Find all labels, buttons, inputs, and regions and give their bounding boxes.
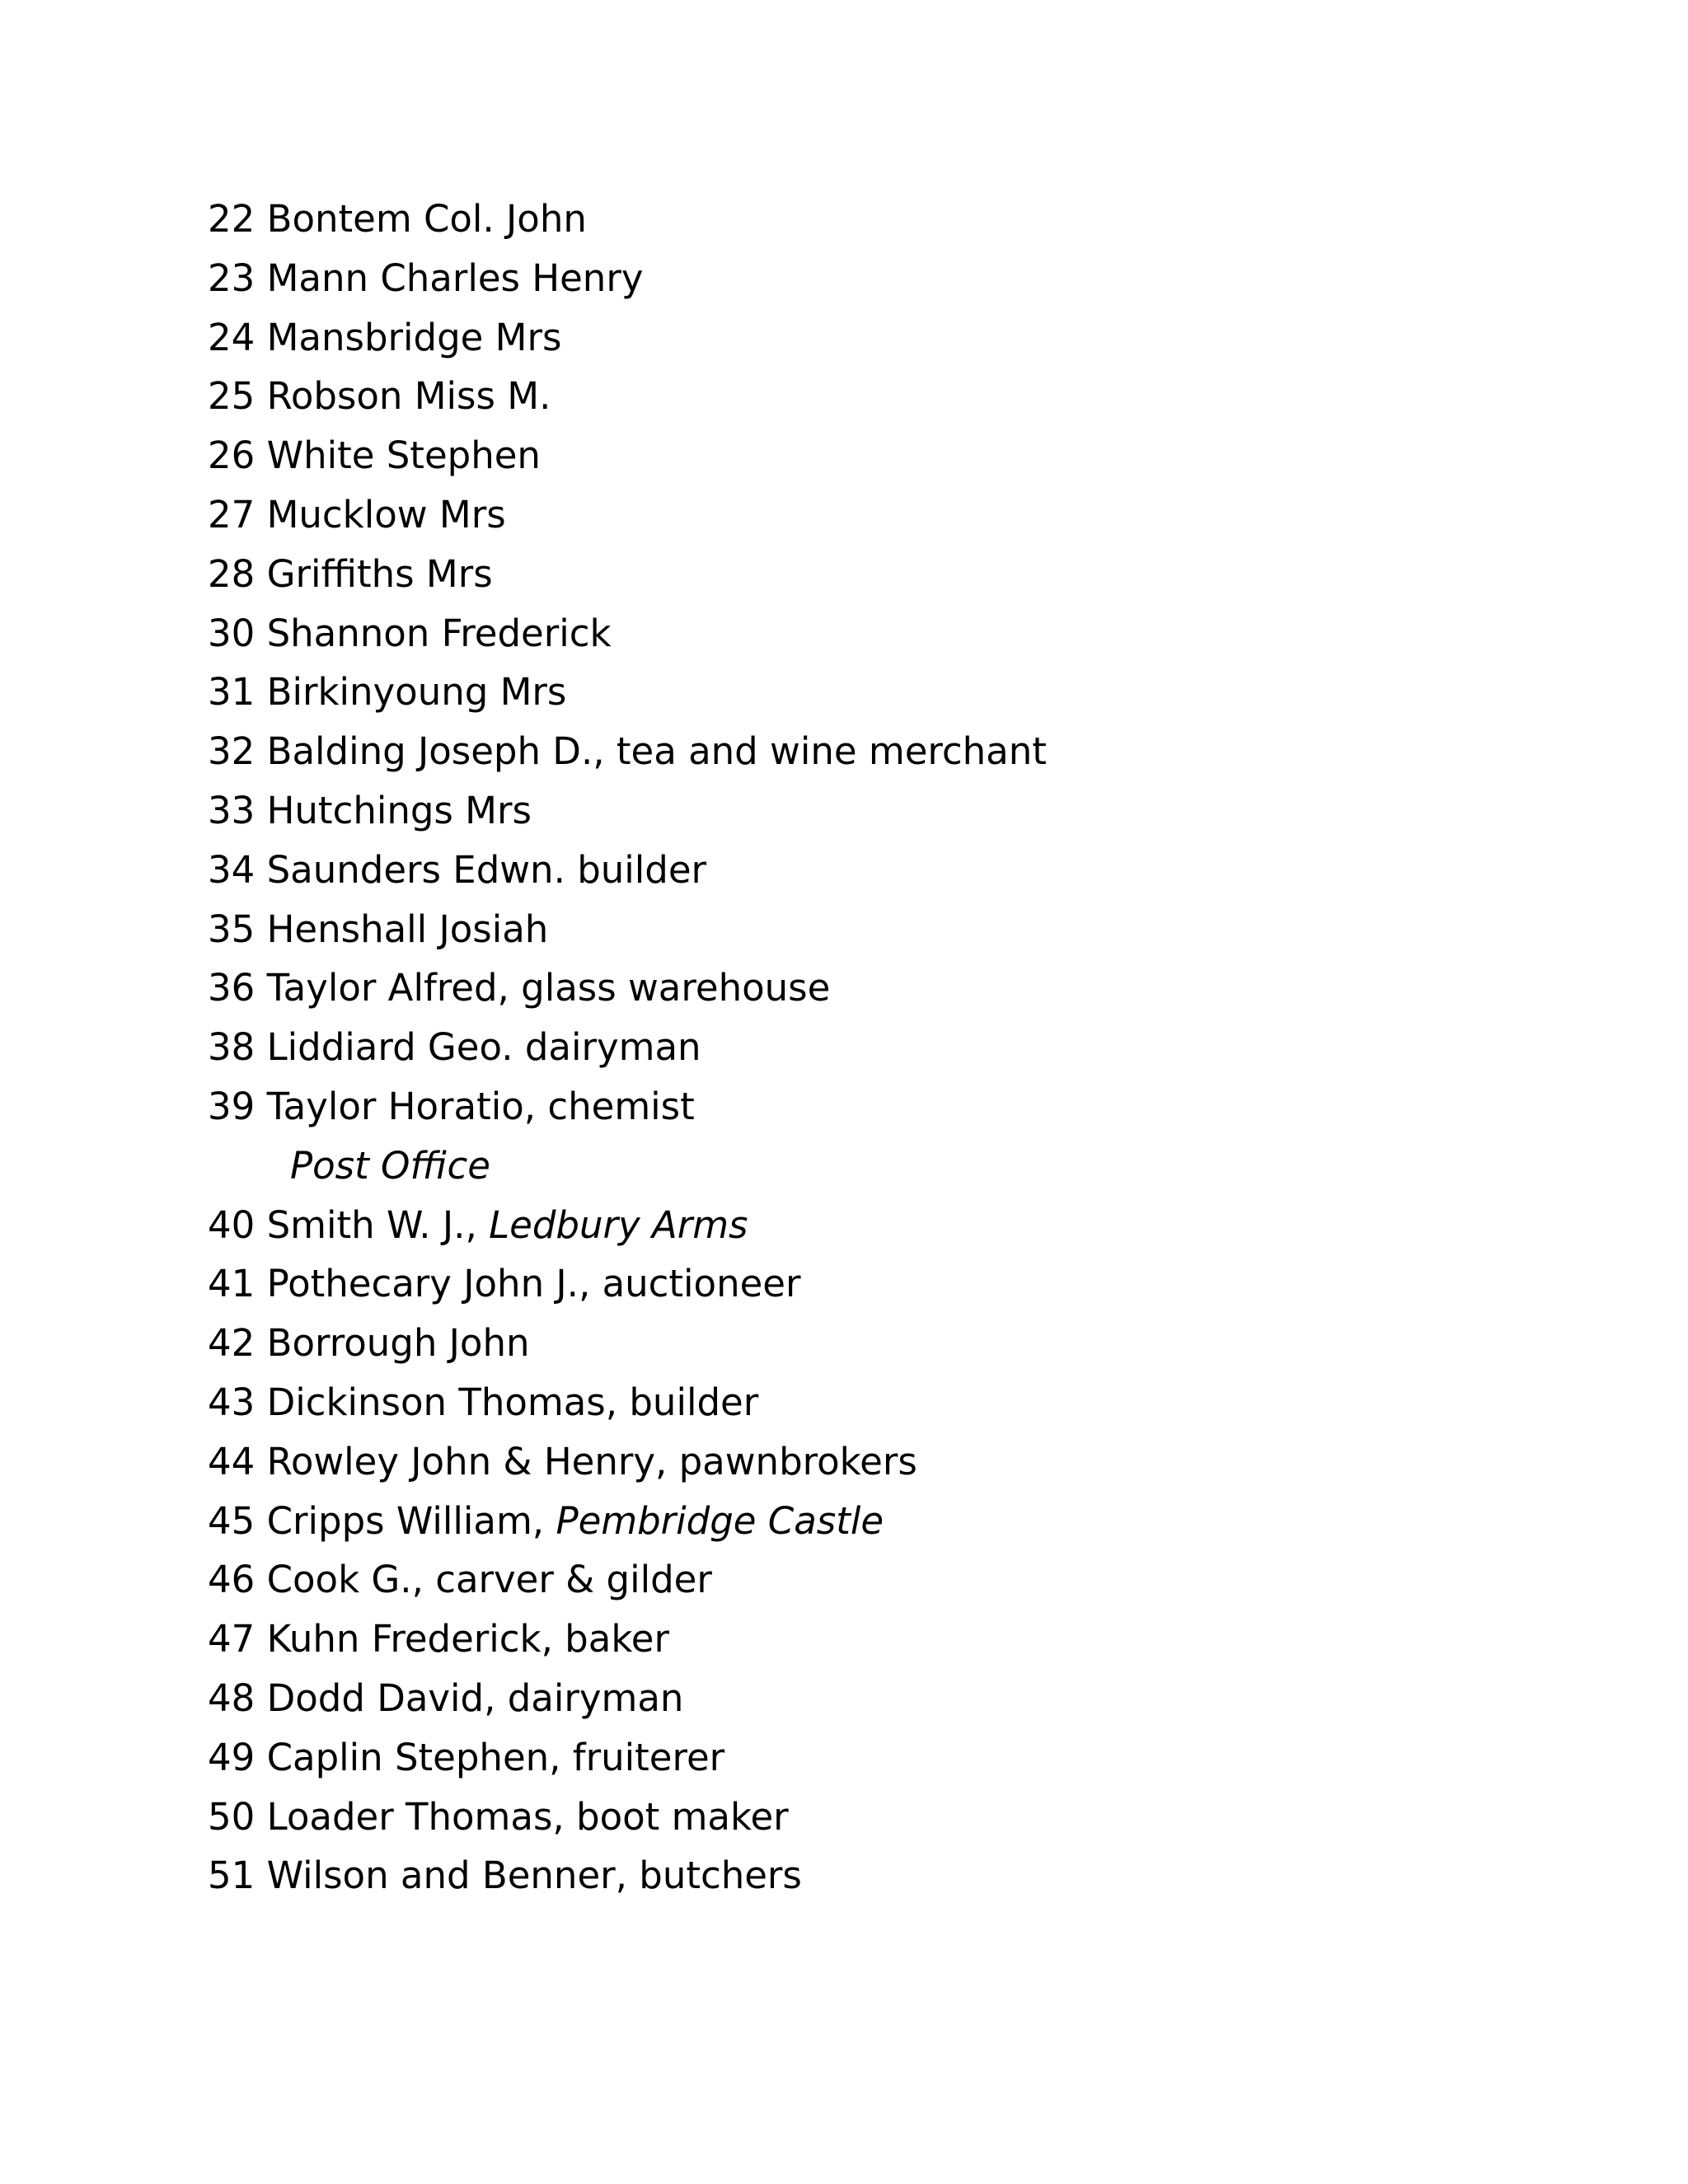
entry-text: Liddiard Geo. dairyman [266, 1025, 701, 1070]
entry-number: 46 [208, 1558, 256, 1602]
entry-number: 47 [208, 1617, 256, 1661]
directory-entry [208, 367, 1609, 426]
entry-number: 42 [208, 1321, 256, 1366]
entry-number: 39 [208, 1084, 256, 1128]
entry-number: 49 [208, 1735, 256, 1779]
entry-number: 28 [208, 551, 256, 596]
entry-number: 33 [208, 788, 256, 832]
entry-text: Henshall Josiah [266, 907, 549, 951]
directory-entry [208, 604, 1609, 663]
entry-text: Wilson and Benner, butchers [266, 1854, 802, 1898]
entry-text: Smith W. J., [266, 1202, 477, 1247]
entry-number: 48 [208, 1675, 256, 1720]
directory-entry [208, 1610, 1609, 1669]
entry-text: Cook G., carver & gilder [266, 1558, 712, 1602]
directory-entry [208, 841, 1609, 900]
sub-entry [208, 1137, 1609, 1196]
entry-text: Taylor Alfred, glass warehouse [266, 966, 831, 1010]
entry-text: Saunders Edwn. builder [266, 847, 707, 892]
entry-text: Mansbridge Mrs [266, 315, 562, 359]
directory-entry [208, 1314, 1609, 1373]
entry-text: Pothecary John J., auctioneer [266, 1262, 801, 1306]
entry-number: 24 [208, 315, 256, 359]
directory-entry [208, 1254, 1609, 1314]
entry-text: White Stephen [266, 434, 541, 478]
directory-entry [208, 249, 1609, 308]
directory-entry [208, 1728, 1609, 1788]
directory-entry [208, 781, 1609, 841]
entry-text: Kuhn Frederick, baker [266, 1617, 669, 1661]
entry-text: Robson Miss M. [266, 374, 551, 419]
directory-entry [208, 1788, 1609, 1847]
entry-establishment: Post Office [290, 1143, 490, 1188]
entry-number: 30 [208, 611, 256, 655]
directory-entry [208, 1432, 1609, 1492]
directory-entry [208, 1018, 1609, 1077]
entry-number: 34 [208, 847, 256, 892]
directory-entry [208, 1196, 1609, 1255]
entry-text: Borrough John [266, 1321, 530, 1366]
entry-number: 45 [208, 1498, 256, 1543]
directory-entry [208, 1492, 1609, 1551]
entry-text: Griffiths Mrs [266, 551, 493, 596]
entry-number: 25 [208, 374, 256, 419]
entry-text: Dickinson Thomas, builder [266, 1380, 759, 1424]
directory-entry [208, 722, 1609, 781]
entry-text: Rowley John & Henry, pawnbrokers [266, 1439, 917, 1483]
entry-establishment: Ledbury Arms [489, 1202, 748, 1247]
entry-number: 27 [208, 492, 256, 537]
entry-number: 23 [208, 255, 256, 300]
entry-number: 50 [208, 1794, 256, 1839]
entry-number: 22 [208, 197, 256, 241]
entry-text: Bontem Col. John [266, 197, 587, 241]
entry-text: Cripps William, [266, 1498, 545, 1543]
entry-text: Caplin Stephen, fruiterer [266, 1735, 725, 1779]
entry-text: Mucklow Mrs [266, 492, 506, 537]
entry-number: 38 [208, 1025, 256, 1070]
entry-text: Hutchings Mrs [266, 788, 532, 832]
entry-text: Mann Charles Henry [266, 255, 644, 300]
directory-listing [208, 190, 1609, 1905]
directory-entry [208, 958, 1609, 1018]
entry-number: 40 [208, 1202, 256, 1247]
directory-entry [208, 545, 1609, 604]
entry-number: 26 [208, 434, 256, 478]
directory-entry [208, 1550, 1609, 1610]
entry-text: Shannon Frederick [266, 611, 612, 655]
directory-entry [208, 1373, 1609, 1432]
entry-text: Dodd David, dairyman [266, 1675, 684, 1720]
entry-number: 36 [208, 966, 256, 1010]
directory-entry [208, 308, 1609, 368]
entry-number: 41 [208, 1262, 256, 1306]
entry-number: 43 [208, 1380, 256, 1424]
entry-text: Birkinyoung Mrs [266, 670, 567, 715]
directory-entry [208, 190, 1609, 249]
directory-entry [208, 900, 1609, 959]
directory-entry [208, 1077, 1609, 1137]
entry-number: 44 [208, 1439, 256, 1483]
directory-entry [208, 426, 1609, 485]
entry-text: Loader Thomas, boot maker [266, 1794, 789, 1839]
entry-number: 51 [208, 1854, 256, 1898]
directory-entry [208, 1846, 1609, 1905]
directory-entry [208, 485, 1609, 545]
entry-number: 31 [208, 670, 256, 715]
directory-entry [208, 1669, 1609, 1728]
entry-establishment: Pembridge Castle [556, 1498, 884, 1543]
entry-text: Taylor Horatio, chemist [266, 1084, 695, 1128]
entry-text: Balding Joseph D., tea and wine merchant [266, 729, 1047, 774]
entry-number: 35 [208, 907, 256, 951]
entry-number: 32 [208, 729, 256, 774]
directory-entry [208, 663, 1609, 722]
